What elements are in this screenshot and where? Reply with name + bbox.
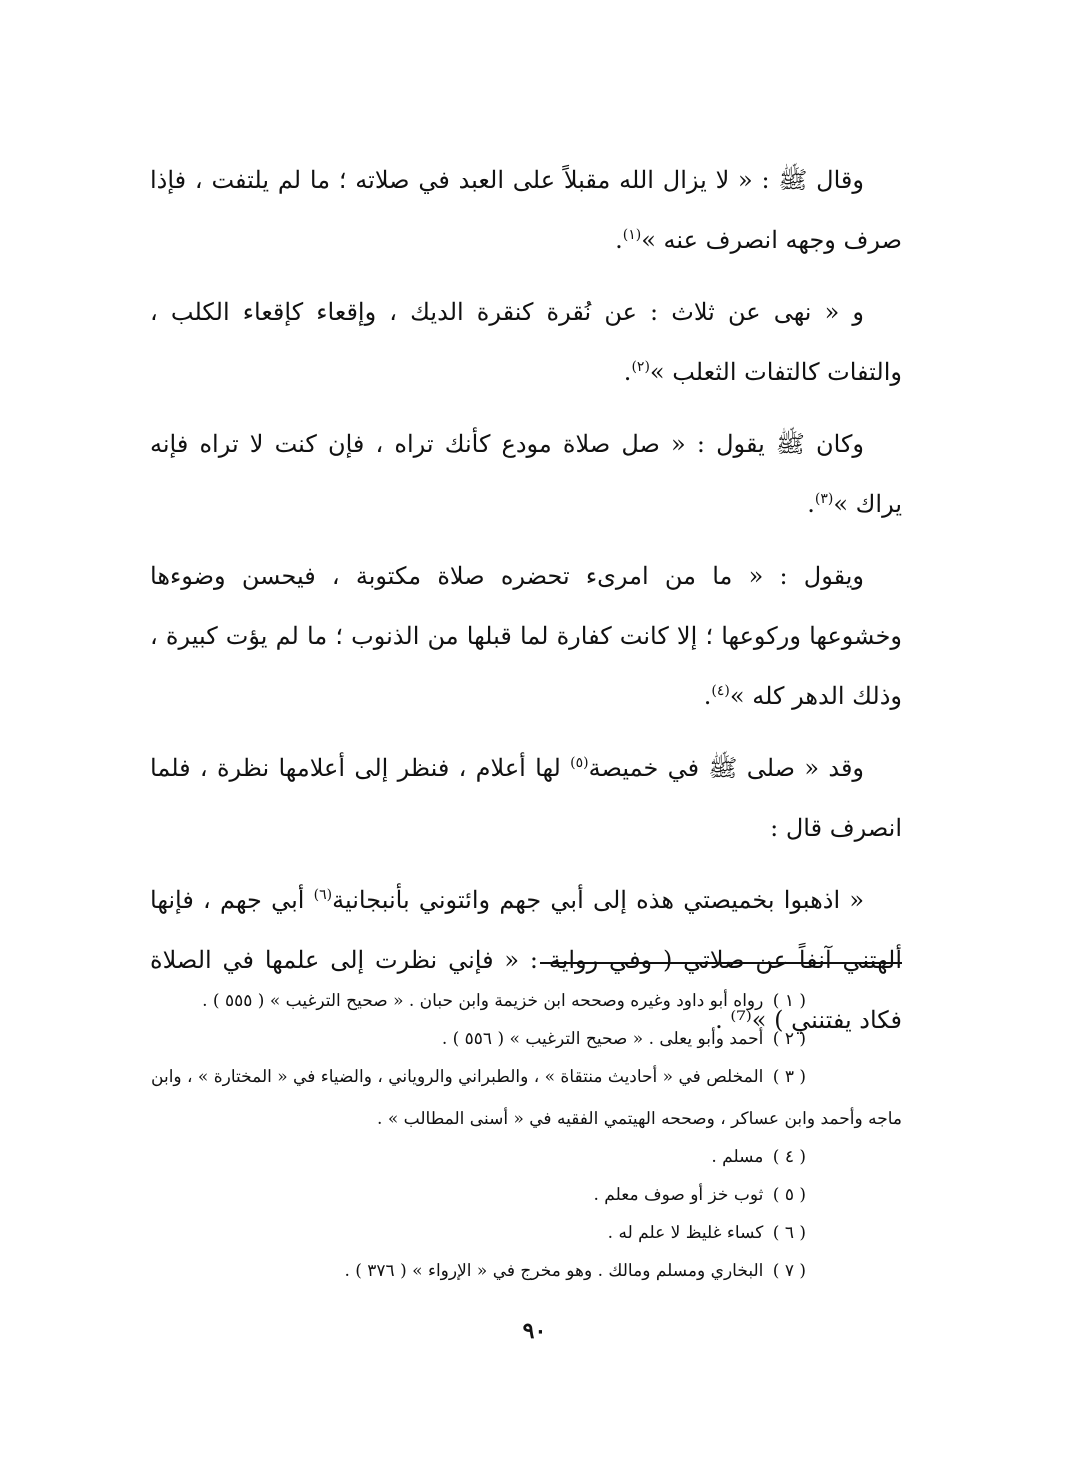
paragraph-6: « اذهبوا بخميصتي هذه إلى أبي جهم وائتوني بأنبجانية$^{(٦)}$ أبي جهم ، فإنها ألهتني آنفاً عن صلاتي ( وفي رواية : « فإني نظرت إلى علمها في الصلاة فكاد يفتنني ) »⁽⁷⁾ . [150, 886, 902, 1034]
footnotes [150, 982, 902, 1290]
paragraph-2: و « نهى عن ثلاث : عن نُقرة كنقرة الديك ، وإقعاء كإقعاء الكلب ، والتفات كالتفات الثعلب »$^{(٢)}$. [150, 298, 902, 386]
paragraph-4: ويقول : « ما من امرىء تحضره صلاة مكتوبة ، فيحسن وضوءها وخشوعها وركوعها ؛ إلا كانت كفارة لما قبلها من الذنوب ؛ ما لم يؤت كبيرة ، وذلك الدهر كله »$^{(٤)}$. [150, 562, 902, 710]
footnote-2: ( ٢ ) أحمد وأبو يعلى . « صحيح الترغيب » ( ٥٥٦ ) . [441, 1029, 806, 1049]
footnote-3-continued: ماجه وأحمد وابن عساكر ، وصححه الهيتمي الفقيه في « أسنى المطالب » . [377, 1109, 902, 1129]
footnote-ref-2: (٢) [631, 359, 650, 375]
paragraph-1: وقال ﷺ : « لا يزال الله مقبلاً على العبد في صلاته ؛ ما لم يلتفت ، فإذا صرف وجهه انصرف عنه »$^{(١)}$. [150, 166, 902, 254]
footnote-4: ( ٤ ) مسلم . [711, 1147, 806, 1167]
page-number: ٩٠ [522, 1318, 547, 1344]
footnote-ref-5: (٥) [570, 755, 589, 771]
footnote-7: ( ٧ ) البخاري ومسلم ومالك . وهو مخرج في « الإرواء » ( ٣٧٦ ) . [344, 1261, 806, 1281]
footnote-ref-6: (٦) [313, 887, 333, 903]
footnote-3: ( ٣ ) المخلص في « أحاديث منتقاة » ، والطبراني والروياني ، والضياء في « المختارة » ، وابن [151, 1067, 806, 1087]
footnote-6: ( ٦ ) كساء غليظ لا علم له . [607, 1223, 806, 1243]
footnote-ref-4: (٤) [711, 683, 730, 699]
main-text [150, 150, 902, 1062]
footnote-separator [540, 962, 902, 964]
paragraph-3: وكان ﷺ يقول : « صل صلاة مودع كأنك تراه ، فإن كنت لا تراه فإنه يراك »$^{(٣)}$. [150, 430, 902, 518]
footnote-ref-1: (١) [622, 227, 642, 243]
paragraph-5: وقد « صلى ﷺ في خميصة$^{(٥)}$ لها أعلام ، فنظر إلى أعلامها نظرة ، فلما انصرف قال : [150, 754, 902, 842]
footnote-5: ( ٥ ) ثوب خز أو صوف معلم . [593, 1185, 806, 1205]
footnote-1: ( ١ ) رواه أبو داود وغيره وصححه ابن خزيمة وابن حبان . « صحيح الترغيب » ( ٥٥٥ ) . [202, 991, 806, 1011]
footnote-ref-3: (٣) [814, 491, 834, 507]
